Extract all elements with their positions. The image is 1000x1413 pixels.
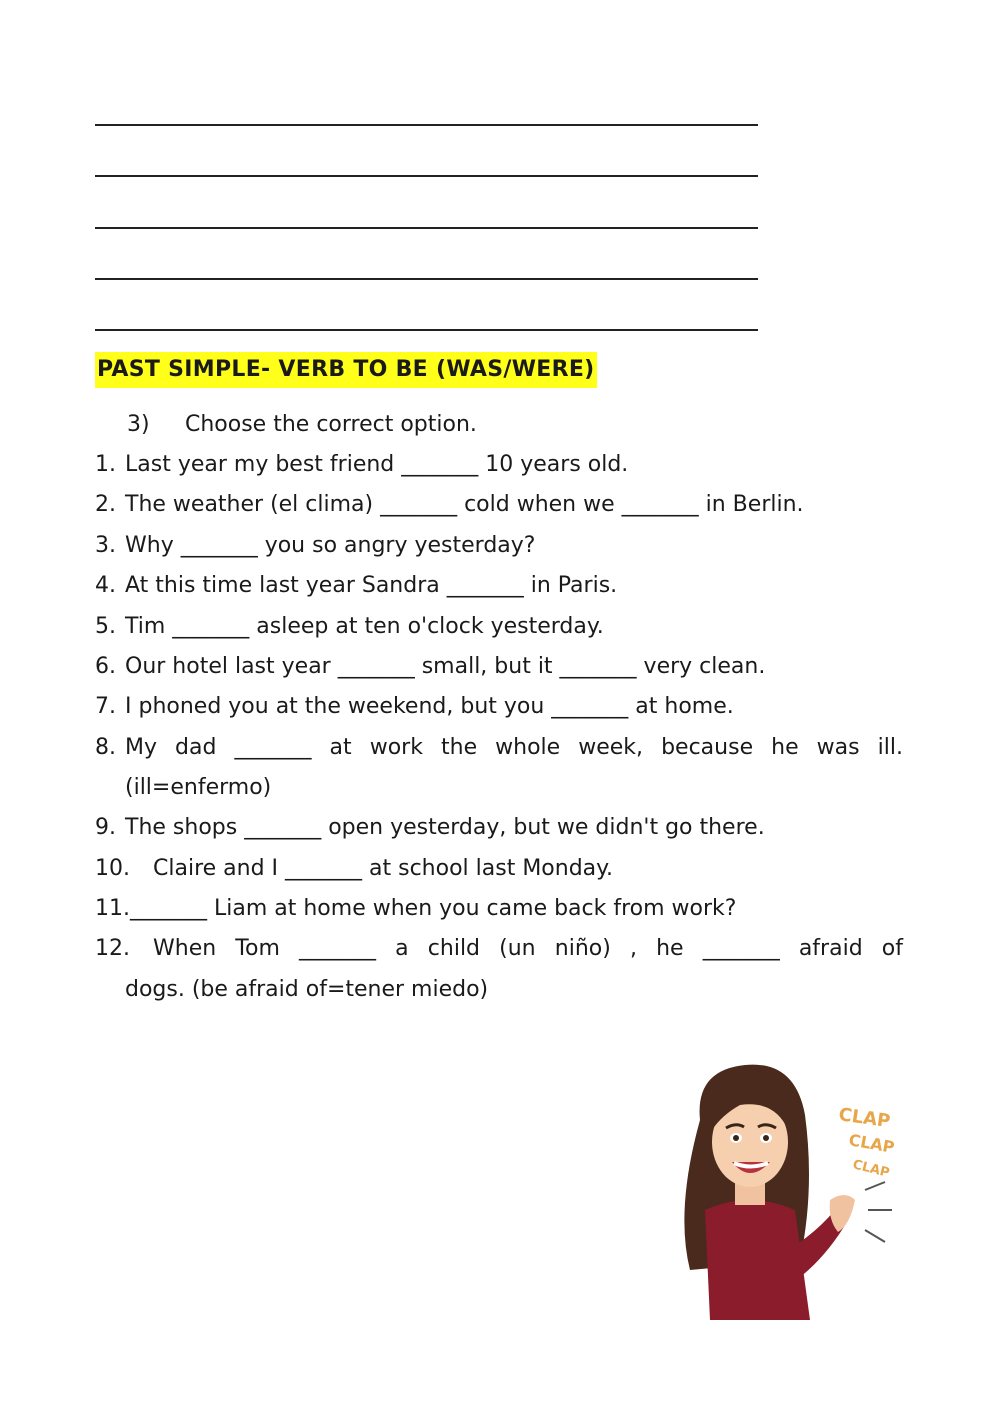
question-text: My dad _______ at work the whole week, because he was ill. (125, 735, 903, 760)
instruction-number: 3) (127, 412, 150, 437)
question-2 (95, 485, 903, 525)
question-text: The shops _______ open yesterday, but we didn't go there. (125, 815, 765, 840)
writing-line-5[interactable] (95, 329, 758, 331)
question-text: _______ Liam at home when you came back from work? (130, 896, 737, 921)
question-text: Claire and I _______ at school last Monday. (153, 856, 614, 881)
question-8-continuation: (ill=enfermo) (125, 775, 272, 800)
question-number: 11. (95, 896, 130, 921)
question-number: 2. (95, 492, 116, 517)
question-text: The weather (el clima) _______ cold when we _______ in Berlin. (125, 492, 804, 517)
instruction-text: Choose the correct option. (185, 412, 477, 437)
clap-word-2: CLAP (847, 1130, 896, 1157)
question-number: 5. (95, 614, 116, 639)
question-number: 3. (95, 533, 116, 558)
question-number: 4. (95, 573, 116, 598)
clap-word-1: CLAP (837, 1104, 892, 1133)
question-4 (95, 566, 903, 606)
section-heading: PAST SIMPLE- VERB TO BE (WAS/WERE) (95, 352, 597, 388)
question-text: At this time last year Sandra _______ in Paris. (125, 573, 618, 598)
writing-line-3[interactable] (95, 227, 758, 229)
question-number: 12. (95, 936, 130, 961)
question-11 (95, 889, 903, 929)
question-9 (95, 808, 903, 848)
question-number: 7. (95, 694, 116, 719)
question-number: 6. (95, 654, 116, 679)
question-8 (95, 728, 903, 768)
question-12-continuation: dogs. (be afraid of=tener miedo) (125, 977, 489, 1002)
question-text: When Tom _______ a child (un niño) , he _______ afraid of (153, 936, 903, 961)
question-text: Tim _______ asleep at ten o'clock yesterday. (125, 614, 604, 639)
clap-word-3: CLAP (851, 1157, 891, 1181)
question-10 (95, 849, 903, 889)
writing-line-2[interactable] (95, 175, 758, 177)
question-number: 9. (95, 815, 116, 840)
question-5 (95, 607, 903, 647)
question-1 (95, 445, 903, 485)
question-12 (95, 929, 903, 969)
question-7 (95, 687, 903, 727)
instruction (127, 407, 477, 443)
question-number: 10. (95, 856, 130, 881)
question-text: Our hotel last year _______ small, but it _______ very clean. (125, 654, 766, 679)
question-text: Why _______ you so angry yesterday? (125, 533, 536, 558)
writing-line-1[interactable] (95, 124, 758, 126)
question-number: 8. (95, 735, 116, 760)
question-number: 1. (95, 452, 116, 477)
clapping-avatar-illustration (670, 1060, 920, 1320)
question-text: Last year my best friend _______ 10 years old. (125, 452, 629, 477)
writing-line-4[interactable] (95, 278, 758, 280)
question-text: I phoned you at the weekend, but you _______ at home. (125, 694, 734, 719)
question-3 (95, 526, 903, 566)
question-6 (95, 647, 903, 687)
